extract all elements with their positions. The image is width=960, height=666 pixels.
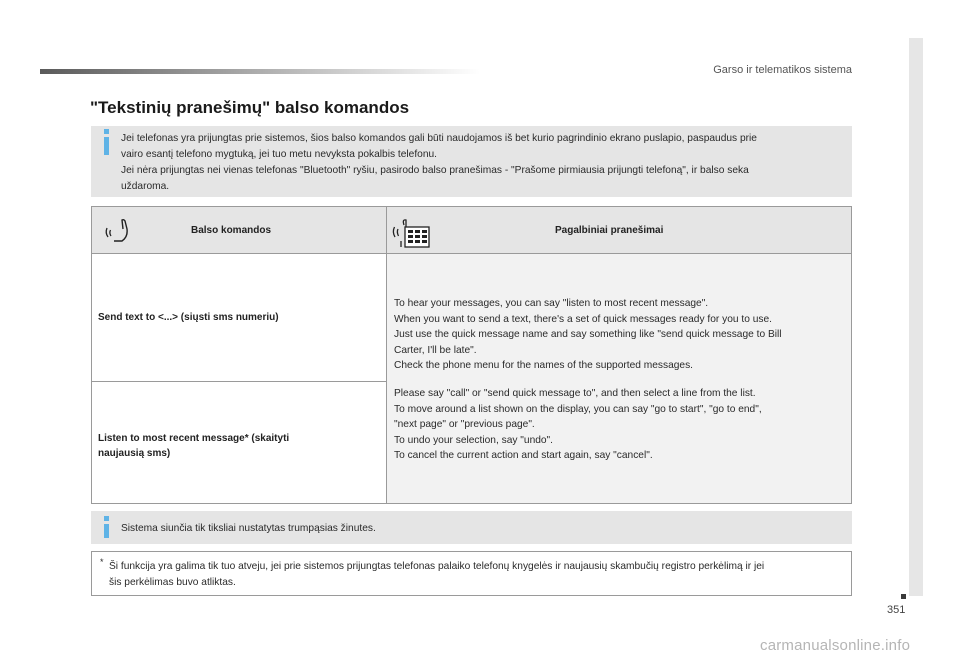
info-line: uždaroma. bbox=[121, 181, 170, 192]
watermark: carmanualsonline.info bbox=[760, 637, 911, 654]
section-name: Garso ir telematikos sistema bbox=[713, 64, 852, 76]
row-divider bbox=[92, 381, 386, 382]
page-title: "Tekstinių pranešimų" balso komandos bbox=[90, 98, 410, 117]
info-line: vairo esantį telefono mygtuką, jei tuo metu nevyksta pokalbis telefonu. bbox=[121, 149, 437, 160]
page-number: 351 bbox=[887, 604, 906, 616]
header-rule bbox=[40, 69, 480, 74]
command-send-text: Send text to <...> (siųsti sms numeriu) bbox=[98, 312, 279, 323]
help-text-block-1: To hear your messages, you can say "listen to most recent message". When you want to send a text, there's a set of quick messages ready for you to use. Just use the quick message name and say something like "send quick message to Bill Carter, I'll be late". Check the phone menu for the names of the supported messages. bbox=[394, 298, 782, 372]
table-header bbox=[92, 207, 851, 254]
help-text-block-2: Please say "call" or "send quick message to", and then select a line from the list. To move around a list shown on the display, you can say "go to start", "go to end", "next page" or "previous page". To undo your selection, say "undo". To cancel the current action and start again, say "cancel". bbox=[394, 388, 762, 462]
side-thumb-bar bbox=[909, 38, 923, 596]
command-listen-recent: Listen to most recent message* (skaityti naujausią sms) bbox=[98, 433, 290, 459]
info-box-bottom bbox=[91, 511, 852, 544]
info-line: Jei telefonas yra prijungtas prie sistemos, šios balso komandos gali būti naudojamos iš bet kurio pagrindinio ekrano puslapio, paspaudus prie bbox=[121, 133, 757, 144]
info-note: Sistema siunčia tik tiksliai nustatytas trumpąsias žinutes. bbox=[121, 523, 376, 534]
footnote-marker: * bbox=[100, 557, 104, 567]
column-divider bbox=[386, 207, 387, 503]
help-cell bbox=[387, 254, 851, 503]
voice-command-icon bbox=[102, 215, 132, 245]
footnote-box bbox=[91, 551, 852, 596]
footnote-line: šis perkėlimas buvo atliktas. bbox=[109, 576, 236, 588]
footnote-line: Ši funkcija yra galima tik tuo atveju, jei prie sistemos prijungtas telefonas palaiko telefonų knygelės ir naujausių skambučių registro perkėlimą ir jei bbox=[109, 561, 765, 572]
voice-keypad-icon bbox=[391, 217, 433, 249]
column-header-commands: Balso komandos bbox=[191, 225, 272, 236]
column-header-help: Pagalbiniai pranešimai bbox=[555, 225, 664, 236]
info-box-top bbox=[91, 126, 852, 197]
voice-command-table bbox=[91, 206, 852, 504]
page-marker bbox=[901, 594, 906, 599]
info-line: Jei nėra prijungtas nei vienas telefonas "Bluetooth" ryšiu, pasirodo balso pranešimas - "Prašome pirmiausia prijungti telefoną", ir balso seka bbox=[121, 165, 749, 176]
